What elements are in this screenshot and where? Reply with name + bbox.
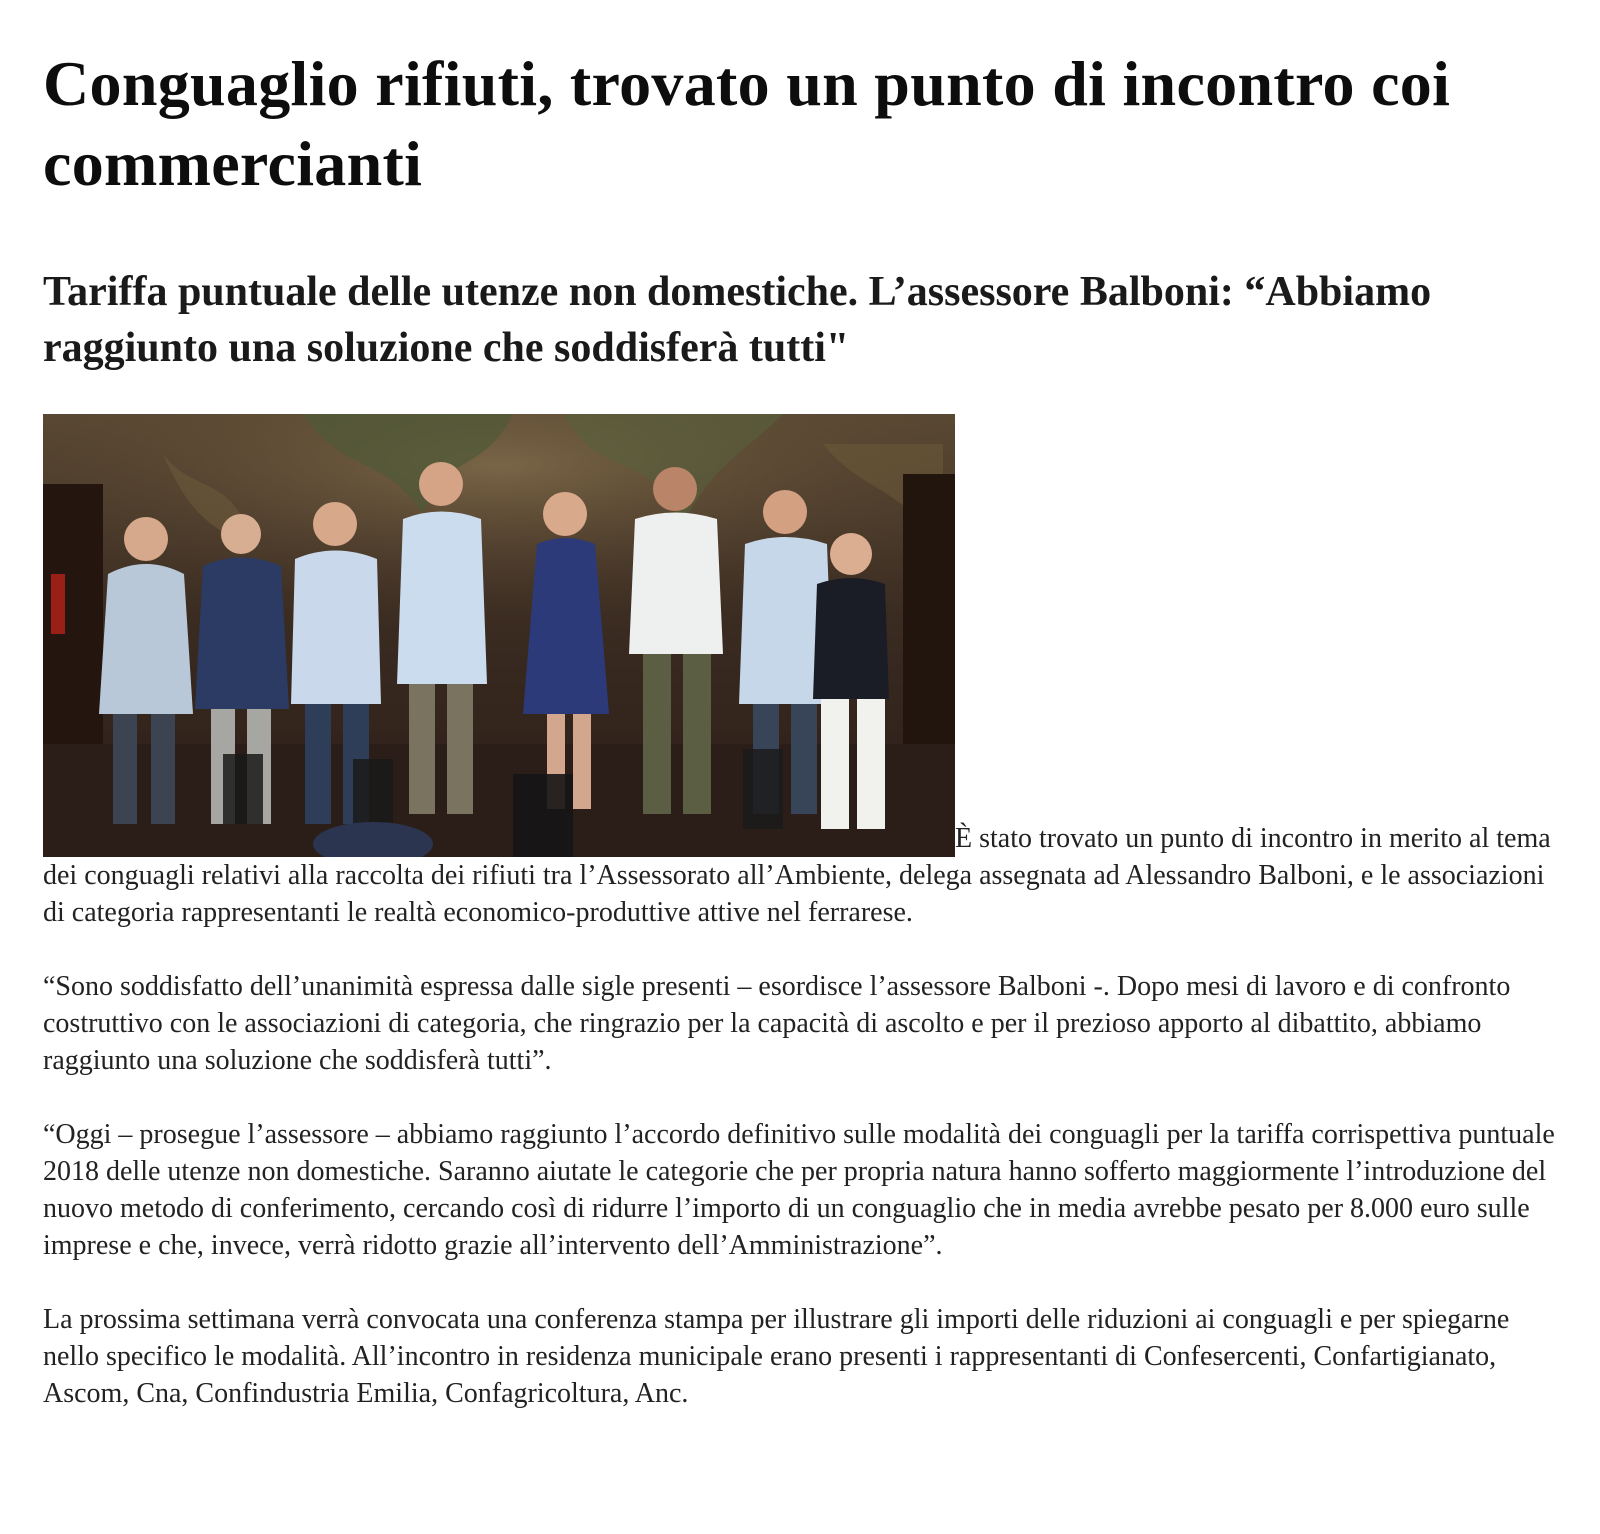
article-paragraph-1-text: È stato trovato un punto di incontro in merito al tema dei conguagli relativi alla raccolta dei rifiuti tra l’Assessorato all’Ambiente, delega assegnata ad Alessandro Balboni, e le associazioni di categoria rappresentanti le realtà economico-produttive attive nel ferrarese. <box>43 823 1551 928</box>
article-body <box>43 414 1563 1412</box>
article-paragraph-4: La prossima settimana verrà convocata una conferenza stampa per illustrare gli importi delle riduzioni ai conguagli e per spiegarne nello specifico le modalità. All’incontro in residenza municipale erano presenti i rappresentanti di Confesercenti, Confartigianato, Ascom, Cna, Confindustria Emilia, Confagricoltura, Anc. <box>43 1304 1510 1409</box>
article-paragraph-3: “Oggi – prosegue l’assessore – abbiamo raggiunto l’accordo definitivo sulle modalità dei conguagli per la tariffa corrispettiva puntuale 2018 delle utenze non domestiche. Saranno aiutate le categorie che per propria natura hanno sofferto maggiormente l’introduzione del nuovo metodo di conferimento, cercando così di ridurre l’importo di un conguaglio che in media avrebbe pesato per 8.000 euro sulle imprese e che, invece, verrà ridotto grazie all’intervento dell’Amministrazione”. <box>43 1119 1555 1261</box>
article-paragraph-2: “Sono soddisfatto dell’unanimità espressa dalle sigle presenti – esordisce l’assessore Balboni -. Dopo mesi di lavoro e di confronto costruttivo con le associazioni di categoria, che ringrazio per la capacità di ascolto e per il prezioso apporto al dibattito, abbiamo raggiunto una soluzione che soddisferà tutti”. <box>43 971 1511 1076</box>
article-paragraph-1 <box>43 414 1563 931</box>
article-subheadline: Tariffa puntuale delle utenze non domestiche. L’assessore Balboni: “Abbiamo raggiunto una soluzione che soddisferà tutti" <box>43 269 1432 371</box>
group-photo <box>43 414 955 857</box>
article-headline: Conguaglio rifiuti, trovato un punto di incontro coi commercianti <box>43 48 1451 199</box>
article-page <box>43 0 1563 1449</box>
